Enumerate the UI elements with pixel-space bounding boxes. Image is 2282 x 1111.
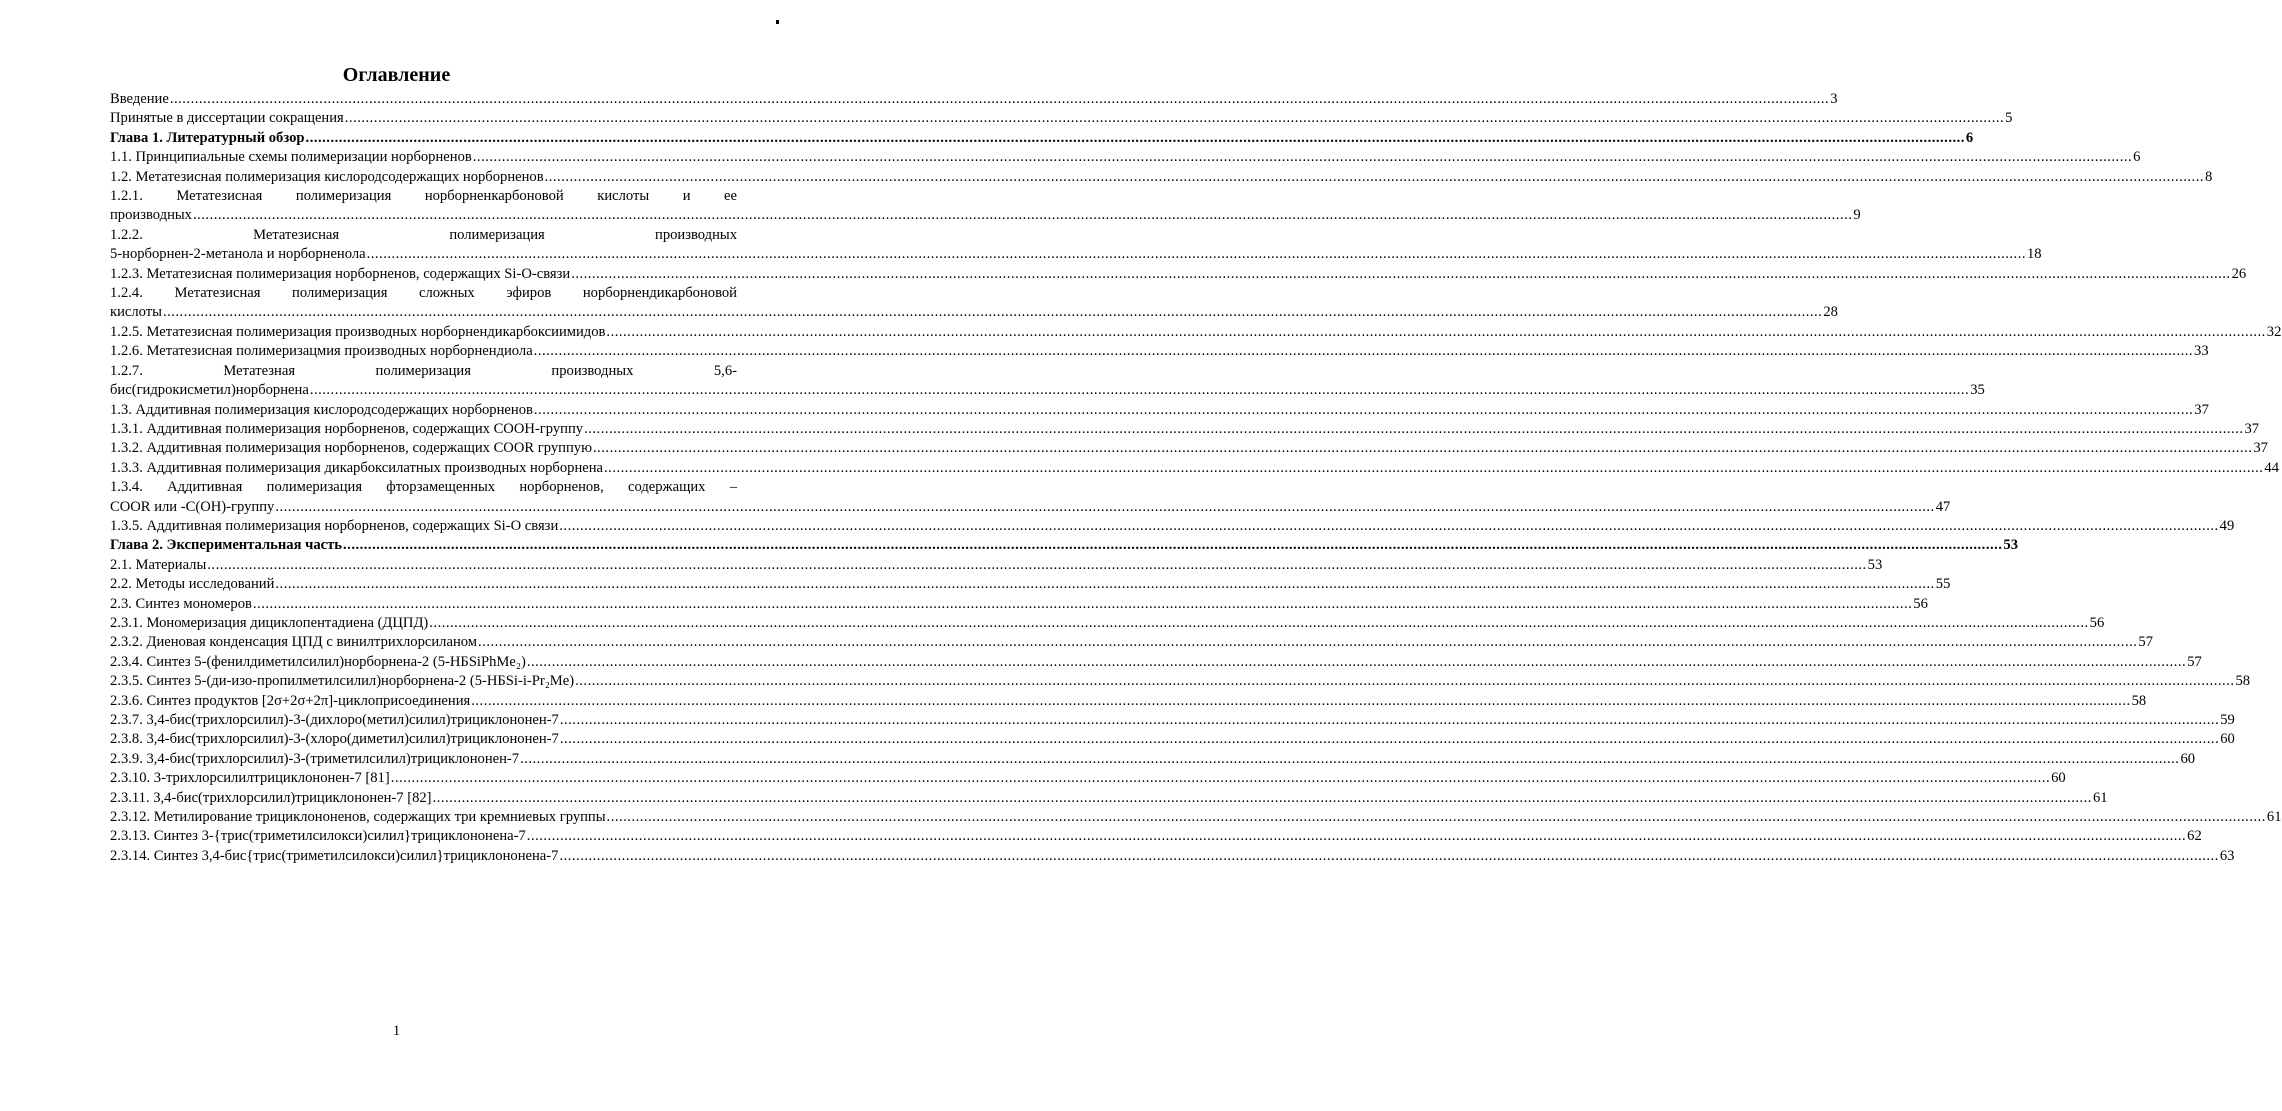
toc-leader-dots: ................................................................................................................................................................................................................................................................................................................................................................................................................	[192, 207, 1853, 224]
toc-entry-page: 37	[2194, 401, 2209, 418]
toc-entry-first-line: 1.2.7. Метатезная полимеризация производных 5,6-	[110, 362, 737, 379]
toc-leader-dots: ................................................................................................................................................................................................................................................................................................................................................................................................................	[390, 770, 2051, 787]
toc-leader-dots: ................................................................................................................................................................................................................................................................................................................................................................................................................	[169, 91, 1830, 107]
toc-entry-first-line: 1.3.4. Аддитивная полимеризация фторзамещенных норборненов, содержащих –	[110, 479, 737, 496]
toc-entry[interactable]	[110, 420, 2260, 439]
toc-entry-page: 58	[2131, 692, 2147, 709]
toc-leader-dots: ................................................................................................................................................................................................................................................................................................................................................................................................................	[606, 323, 2266, 340]
toc-entry-title: 2.3.5. Синтез 5-(ди-изо-пропилметилсилил)норборнена-2 (5-НБSi-i-Pr₂Me)	[110, 673, 575, 690]
toc-entry[interactable]	[110, 808, 2282, 827]
toc-entry-title: 5-норборнен-2-метанола и норборненола	[110, 246, 366, 263]
toc-entry-title: 2.3.2. Диеновая конденсация ЦПД с винилтрихлорсиланом	[110, 634, 478, 651]
toc-leader-dots: ................................................................................................................................................................................................................................................................................................................................................................................................................	[571, 265, 2231, 282]
toc-leader-dots: ................................................................................................................................................................................................................................................................................................................................................................................................................	[584, 420, 2244, 437]
toc-leader-dots: ................................................................................................................................................................................................................................................................................................................................................................................................................	[252, 595, 1913, 612]
toc-entry-page: 8	[2204, 168, 2213, 185]
toc-leader-dots: ................................................................................................................................................................................................................................................................................................................................................................................................................	[478, 634, 2138, 651]
toc-leader-dots: ................................................................................................................................................................................................................................................................................................................................................................................................................	[559, 847, 2219, 864]
toc-entry-title: кислоты	[110, 304, 162, 321]
toc-entry[interactable]	[110, 556, 1883, 575]
toc-entry[interactable]	[110, 672, 2251, 691]
toc-entry-page: 35	[1970, 382, 1985, 399]
toc-leader-dots: ................................................................................................................................................................................................................................................................................................................................................................................................................	[526, 828, 2187, 845]
toc-entry-page: 53	[1867, 556, 1883, 573]
toc-entry-page: 37	[2253, 440, 2268, 457]
toc-entry-title: 2.3. Синтез мономеров	[110, 595, 252, 612]
toc-entry-page: 44	[2264, 459, 2279, 476]
toc-entry[interactable]	[110, 129, 1974, 148]
toc-entry-page: 60	[2220, 731, 2235, 748]
toc-leader-dots: ................................................................................................................................................................................................................................................................................................................................................................................................................	[604, 459, 2264, 476]
toc-leader-dots: ................................................................................................................................................................................................................................................................................................................................................................................................................	[559, 517, 2219, 534]
toc-entry[interactable]	[110, 633, 2153, 652]
toc-entry-title: 2.3.14. Синтез 3,4-бис{трис(триметилсилокси)силил}трициклононена-7	[110, 847, 559, 864]
toc-entry-page: 6	[2133, 149, 2141, 166]
toc-entry-first-line: 1.2.4. Метатезисная полимеризация сложных эфиров норборнендикарбоновой	[110, 285, 737, 302]
toc-leader-dots: ................................................................................................................................................................................................................................................................................................................................................................................................................	[471, 692, 2131, 709]
toc-entry-page: 56	[2089, 614, 2105, 631]
toc-entry-page: 28	[1823, 304, 1838, 321]
toc-entry-page: 60	[2051, 770, 2066, 787]
toc-leader-dots: ................................................................................................................................................................................................................................................................................................................................................................................................................	[592, 440, 2253, 457]
toc-leader-dots: ................................................................................................................................................................................................................................................................................................................................................................................................................	[305, 129, 1965, 146]
toc-entry[interactable]	[110, 711, 2235, 730]
toc-leader-dots: ................................................................................................................................................................................................................................................................................................................................................................................................................	[559, 712, 2220, 728]
toc-leader-dots: ................................................................................................................................................................................................................................................................................................................................................................................................................	[559, 731, 2220, 748]
toc-leader-dots: ................................................................................................................................................................................................................................................................................................................................................................................................................	[575, 673, 2235, 690]
toc-leader-dots: ................................................................................................................................................................................................................................................................................................................................................................................................................	[533, 343, 2194, 360]
toc-entry-title: Введение	[110, 91, 169, 107]
toc-entry-page: 61	[2092, 789, 2108, 806]
toc-entry-page: 37	[2244, 420, 2260, 437]
toc-entry-title: 1.3.2. Аддитивная полимеризация норборненов, содержащих COOR группую	[110, 440, 592, 457]
toc-entry-page: 5	[2005, 110, 2013, 127]
toc-entry-title: производных	[110, 207, 192, 224]
toc-entry[interactable]	[110, 827, 2202, 846]
toc-entry-title: 2.3.12. Метилирование трициклононенов, содержащих три кремниевых группы	[110, 809, 606, 826]
toc-entry-page: 59	[2220, 712, 2235, 728]
toc-entry-page: 33	[2194, 343, 2209, 360]
toc-entry-title: 2.3.6. Синтез продуктов [2σ+2σ+2π]-циклоприсоединения	[110, 692, 471, 709]
toc-leader-dots: ................................................................................................................................................................................................................................................................................................................................................................................................................	[366, 246, 2026, 263]
toc-leader-dots: ................................................................................................................................................................................................................................................................................................................................................................................................................	[343, 537, 2003, 554]
toc-entry[interactable]	[110, 769, 2066, 788]
toc-entry-title: 2.1. Материалы	[110, 556, 207, 573]
toc-entry-title: Глава 2. Экспериментальная часть	[110, 537, 343, 554]
toc-entry-page: 55	[1935, 576, 1951, 593]
toc-entry-page: 57	[2187, 653, 2202, 670]
toc-entry-title: 2.3.10. 3-трихлорсилилтрициклононен-7 [81]	[110, 770, 390, 787]
toc-entry-page: 47	[1935, 498, 1951, 515]
toc-entry-title: 2.3.8. 3,4-бис(трихлорсилил)-3-(хлоро(диметил)силил)трициклононен-7	[110, 731, 559, 748]
toc-entry-page: 61	[2266, 809, 2282, 826]
toc-entry-page: 62	[2187, 828, 2202, 845]
toc-entry-title: 2.3.13. Синтез 3-{трис(триметилсилокси)силил}трициклононена-7	[110, 828, 526, 845]
toc-entry-title: 1.3. Аддитивная полимеризация кислородсодержащих норборненов	[110, 401, 533, 418]
toc-entry-first-line: 1.2.2. Метатезисная полимеризация производных	[110, 226, 737, 243]
toc-entry-title: 1.2.5. Метатезисная полимеризация производных норборнендикарбоксиимидов	[110, 323, 606, 340]
toc-leader-dots: ................................................................................................................................................................................................................................................................................................................................................................................................................	[472, 149, 2133, 166]
toc-entry-title: 2.3.1. Мономеризация дициклопентадиена (ДЦПД)	[110, 614, 429, 631]
toc-entry-page: 3	[1830, 91, 1838, 107]
toc-entry-page: 63	[2219, 847, 2235, 864]
toc-leader-dots: ................................................................................................................................................................................................................................................................................................................................................................................................................	[432, 789, 2092, 806]
toc-entry-page: 6	[1965, 129, 1974, 146]
toc-entry-first-line: 1.2.1. Метатезисная полимеризация норборненкарбоновой кислоты и ее	[110, 188, 737, 205]
toc-entry-title: COOR или -С(ОН)-группу	[110, 498, 275, 515]
toc-entry[interactable]	[110, 148, 2141, 167]
toc-entry-title: 1.2.6. Метатезисная полимеризацмия производных норборнендиола	[110, 343, 533, 360]
toc-entry[interactable]	[110, 401, 2209, 420]
toc-entry[interactable]	[110, 168, 2213, 187]
toc-entry-page: 60	[2180, 750, 2196, 767]
toc-leader-dots: ................................................................................................................................................................................................................................................................................................................................................................................................................	[275, 498, 1935, 515]
toc-entry-title: 1.3.1. Аддитивная полимеризация норборненов, содержащих СООН-группу	[110, 420, 584, 437]
toc-entry-title: Принятые в диссертации сокращения	[110, 110, 344, 127]
toc-entry-page: 32	[2266, 323, 2282, 340]
scan-corner-mark	[776, 20, 779, 24]
toc-entry[interactable]	[110, 536, 2018, 555]
toc-leader-dots: ................................................................................................................................................................................................................................................................................................................................................................................................................	[533, 401, 2194, 418]
toc-leader-dots: ................................................................................................................................................................................................................................................................................................................................................................................................................	[526, 653, 2187, 670]
toc-entry-title: 2.3.4. Синтез 5-(фенилдиметилсилил)норборнена-2 (5-НБSiPhMe₂)	[110, 653, 526, 670]
toc-entry[interactable]	[110, 206, 1861, 225]
page-number: 1	[392, 1023, 401, 1039]
toc-entry-title: 1.2.3. Метатезисная полимеризация норборненов, содержащих Si-O-связи	[110, 265, 571, 282]
toc-entry[interactable]	[110, 381, 1985, 400]
toc-entry[interactable]	[110, 109, 2013, 128]
toc-entry[interactable]	[110, 575, 1951, 594]
toc-entry[interactable]	[110, 614, 2105, 633]
toc-entry[interactable]	[110, 730, 2235, 749]
toc-entry-title: 1.3.3. Аддитивная полимеризация дикарбоксилатных производных норборнена	[110, 459, 604, 476]
toc-entry-title: Глава 1. Литературный обзор	[110, 129, 305, 146]
toc-entry-page: 57	[2138, 634, 2153, 651]
page-title: Оглавление	[342, 64, 451, 86]
toc-entry[interactable]	[110, 517, 2235, 536]
toc-entry-page: 56	[1913, 595, 1928, 612]
toc-entry[interactable]	[110, 692, 2147, 711]
toc-entry[interactable]	[110, 847, 2235, 866]
toc-entry[interactable]	[110, 303, 1838, 322]
toc-leader-dots: ................................................................................................................................................................................................................................................................................................................................................................................................................	[606, 809, 2266, 826]
toc-leader-dots: ................................................................................................................................................................................................................................................................................................................................................................................................................	[309, 382, 1970, 399]
toc-entry-title: 1.3.5. Аддитивная полимеризация норборненов, содержащих Si-O связи	[110, 517, 559, 534]
toc-entry-page: 9	[1853, 207, 1861, 224]
toc-entry[interactable]	[110, 459, 2279, 478]
toc-leader-dots: ................................................................................................................................................................................................................................................................................................................................................................................................................	[544, 168, 2204, 185]
toc-entry[interactable]	[110, 653, 2202, 672]
toc-entry-page: 18	[2026, 246, 2042, 263]
toc-entry[interactable]	[110, 595, 1928, 614]
toc-entry-title: бис(гидрокисметил)норборнена	[110, 382, 309, 399]
toc-entry[interactable]	[110, 90, 1838, 109]
toc-entry-page: 53	[2003, 537, 2018, 554]
toc-leader-dots: ................................................................................................................................................................................................................................................................................................................................................................................................................	[275, 576, 1935, 593]
toc-entry-title: 1.1. Принципиальные схемы полимеризации норборненов	[110, 149, 472, 166]
toc-entry-page: 58	[2235, 673, 2251, 690]
toc-entry-page: 26	[2231, 265, 2247, 282]
toc-entry[interactable]	[110, 245, 2042, 264]
toc-leader-dots: ................................................................................................................................................................................................................................................................................................................................................................................................................	[207, 556, 1867, 573]
toc-entry[interactable]	[110, 439, 2268, 458]
table-of-contents	[110, 90, 2282, 866]
toc-entry[interactable]	[110, 342, 2209, 361]
toc-entry-page: 49	[2219, 517, 2235, 534]
toc-entry-title: 1.2. Метатезисная полимеризация кислородсодержащих норборненов	[110, 168, 544, 185]
toc-leader-dots: ................................................................................................................................................................................................................................................................................................................................................................................................................	[344, 110, 2005, 127]
toc-entry[interactable]	[110, 750, 2196, 769]
toc-entry-title: 2.3.11. 3,4-бис(трихлорсилил)трициклононен-7 [82]	[110, 789, 432, 806]
toc-entry[interactable]	[110, 323, 2282, 342]
toc-leader-dots: ................................................................................................................................................................................................................................................................................................................................................................................................................	[162, 304, 1823, 321]
toc-entry[interactable]	[110, 789, 2108, 808]
toc-entry-title: 2.3.9. 3,4-бис(трихлорсилил)-3-(триметилсилил)трициклононен-7	[110, 750, 520, 767]
toc-entry[interactable]	[110, 498, 1951, 517]
toc-entry[interactable]	[110, 265, 2247, 284]
toc-entry-title: 2.3.7. 3,4-бис(трихлорсилил)-3-(дихлоро(метил)силил)трициклононен-7	[110, 712, 559, 728]
toc-leader-dots: ................................................................................................................................................................................................................................................................................................................................................................................................................	[429, 614, 2089, 631]
toc-leader-dots: ................................................................................................................................................................................................................................................................................................................................................................................................................	[520, 750, 2180, 767]
toc-entry-title: 2.2. Методы исследований	[110, 576, 275, 593]
